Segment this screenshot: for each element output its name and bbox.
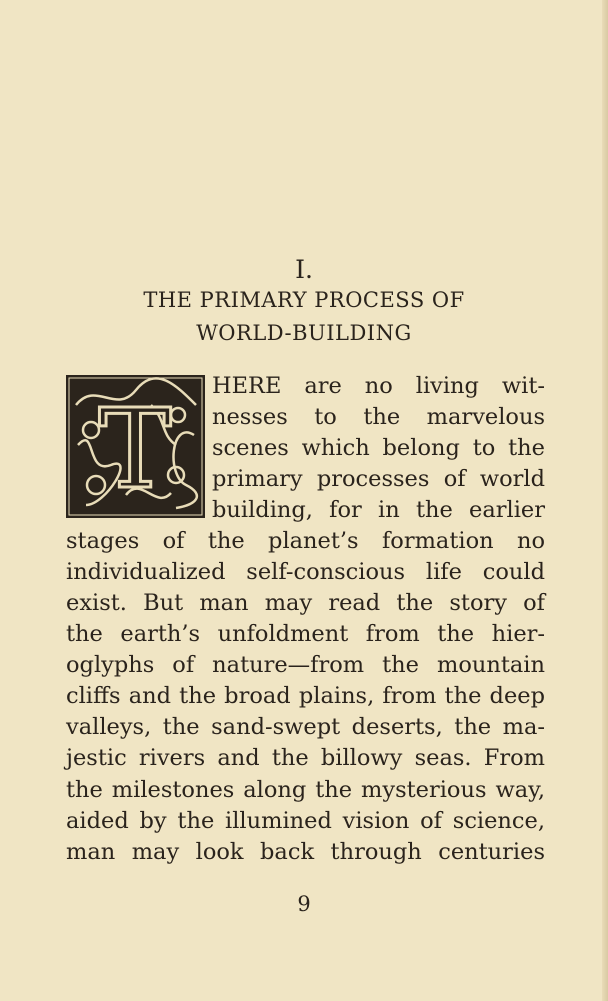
page-edge	[602, 0, 608, 1001]
ornamental-drop-cap	[66, 375, 205, 518]
text-line: oglyphs of nature—from the mountain	[66, 652, 545, 678]
text-line: exist. But man may read the story of	[66, 590, 545, 616]
text-line: individualized self-conscious life could	[66, 559, 545, 585]
text-line: the earth’s unfoldment from the hier-	[66, 621, 545, 647]
text-line: nesses to the marvelous	[212, 404, 545, 430]
chapter-title-line-2: WORLD-BUILDING	[196, 321, 412, 345]
text-line: primary processes of world	[212, 466, 545, 492]
drop-cap-letter: T	[98, 385, 172, 513]
text-line: jestic rivers and the billowy seas. From	[66, 745, 545, 771]
text-line: building, for in the earlier	[212, 497, 545, 523]
chapter-title-line-1: THE PRIMARY PROCESS OF	[143, 288, 465, 312]
text-line: the milestones along the mysterious way,	[66, 777, 545, 803]
chapter-number: I.	[295, 255, 313, 284]
page-number: 9	[297, 892, 311, 916]
text-line: stages of the planet’s formation no	[66, 528, 545, 554]
text-line: scenes which belong to the	[212, 435, 545, 461]
text-line: man may look back through centuries	[66, 839, 545, 865]
text-line: cliffs and the broad plains, from the deep	[66, 683, 545, 709]
text-line: aided by the illumined vision of science,	[66, 808, 545, 834]
text-line: HERE are no living wit-	[212, 373, 545, 399]
text-line: valleys, the sand-swept deserts, the ma-	[66, 714, 545, 740]
